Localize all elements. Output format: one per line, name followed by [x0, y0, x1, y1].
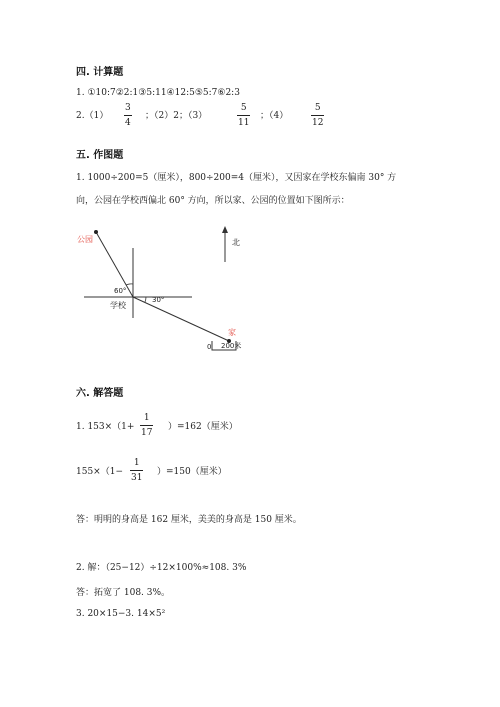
q1-line2-suffix: ）=150（厘米） — [157, 467, 227, 477]
section5-title: 五. 作图题 — [76, 150, 124, 161]
north-arrow-icon — [222, 226, 228, 233]
q1-line1-suffix: ）=162（厘米） — [168, 422, 238, 432]
section5-text-line1: 1. 1000÷200=5（厘米），800÷200=4（厘米），又因家在学校东偏南 30° 方 — [76, 173, 397, 183]
fraction-1-17 — [140, 412, 153, 439]
section5-text-line2: 向，公园在学校西偏北 60° 方向，所以家、公园的位置如下图所示： — [76, 196, 350, 206]
q1-answer: 答：明明的身高是 162 厘米，美美的身高是 150 厘米。 — [76, 515, 302, 525]
angle-60-label: 60° — [114, 287, 127, 295]
fraction-denominator: 11 — [238, 118, 250, 128]
scale-zero-label: 0 — [207, 343, 212, 351]
north-label: 北 — [232, 238, 240, 247]
q1-line1-prefix: 1. 153×（1+ — [76, 422, 135, 432]
home-direction-line — [133, 297, 229, 341]
home-label: 家 — [228, 328, 236, 337]
q2-line: 2. 解：（25−12）÷12×100%≈108. 3% — [76, 563, 247, 573]
q3-line: 3. 20×15−3. 14×5² — [76, 609, 166, 619]
park-label: 公园 — [77, 235, 93, 244]
angle-30-label: 30° — [152, 296, 165, 304]
fraction-denominator: 12 — [312, 118, 324, 128]
fraction-bar — [130, 470, 143, 471]
q2-answer: 答：拓宽了 108. 3%。 — [76, 588, 171, 598]
section6-title: 六. 解答题 — [76, 388, 124, 399]
fraction-bar — [140, 425, 153, 426]
fraction-numerator: 1 — [143, 413, 150, 423]
section4-line2-prefix: 2.（1） — [76, 111, 109, 121]
section4-title: 四. 计算题 — [76, 67, 124, 78]
section4-line2-sep2: ；（4） — [260, 111, 289, 121]
fraction-denominator: 4 — [125, 118, 131, 128]
fraction-denominator: 31 — [131, 473, 143, 483]
fraction-numerator: 5 — [240, 103, 247, 113]
park-point — [94, 230, 98, 234]
fraction-denominator: 17 — [141, 428, 153, 438]
fraction-numerator: 3 — [125, 103, 131, 113]
fraction-1-31 — [130, 457, 143, 484]
fraction-numerator: 1 — [133, 458, 140, 468]
scale-label: 200米 — [221, 342, 242, 350]
q1-line2-prefix: 155×（1− — [76, 467, 123, 477]
school-label: 学校 — [110, 301, 126, 310]
angle-30-arc — [145, 297, 146, 302]
fraction-numerator: 5 — [314, 103, 321, 113]
section4-line1: 1. ①10:7②2:1③5:11④12:5⑤5:7⑥2:3 — [76, 88, 240, 98]
section4-line2-sep1: ；（2）2；（3） — [145, 111, 208, 121]
angle-60-arc — [126, 284, 133, 285]
